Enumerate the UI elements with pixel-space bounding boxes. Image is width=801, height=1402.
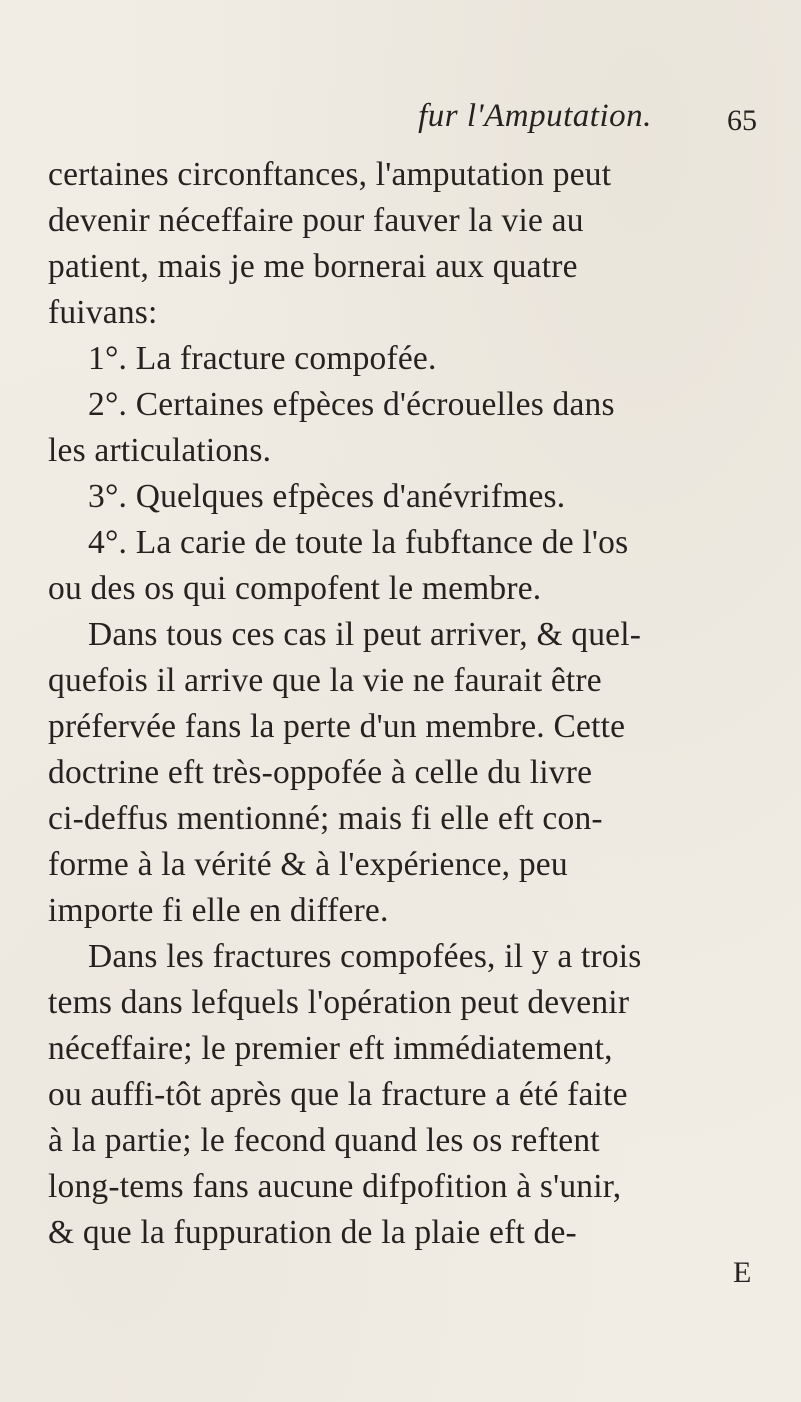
list-item: 1°. La fracture compofée. [88,340,437,377]
text-line: quefois il arrive que la vie ne faurait être [48,662,602,699]
running-title: fur l'Amputation. [418,98,652,134]
text-line: ou auffi-tôt après que la fracture a été faite [48,1076,628,1113]
text-line: ou des os qui compofent le membre. [48,570,542,607]
list-item: 3°. Quelques efpèces d'anévrifmes. [88,478,566,515]
paragraph-start: Dans tous ces cas il peut arriver, & quel- [88,616,642,653]
paragraph-start: Dans les fractures compofées, il y a trois [88,938,642,975]
running-head [0,92,801,142]
list-item: 4°. La carie de toute la fubftance de l'os [88,524,629,561]
text-line: préfervée fans la perte d'un membre. Cette [48,708,626,745]
text-line: patient, mais je me bornerai aux quatre [48,248,578,285]
text-line: ci-deffus mentionné; mais fi elle eft con- [48,800,603,837]
text-line: forme à la vérité & à l'expérience, peu [48,846,568,883]
text-line: néceffaire; le premier eft immédiatement, [48,1030,613,1067]
text-line: à la partie; le fecond quand les os reftent [48,1122,600,1159]
text-line: fuivans: [48,294,158,331]
list-item: 2°. Certaines efpèces d'écrouelles dans [88,386,615,423]
text-line: devenir néceffaire pour fauver la vie au [48,202,584,239]
body-text [48,152,768,1256]
text-line: certaines circonftances, l'amputation peut [48,156,612,193]
page-number: 65 [727,104,757,137]
text-line: importe fi elle en differe. [48,892,389,929]
text-line: doctrine eft très-oppofée à celle du livre [48,754,593,791]
text-line: long-tems fans aucune difpofition à s'unir, [48,1168,622,1205]
text-line: & que la fuppuration de la plaie eft de- [48,1214,577,1251]
text-line: tems dans lefquels l'opération peut devenir [48,984,630,1021]
text-line: les articulations. [48,432,272,469]
signature-mark: E [733,1256,752,1289]
